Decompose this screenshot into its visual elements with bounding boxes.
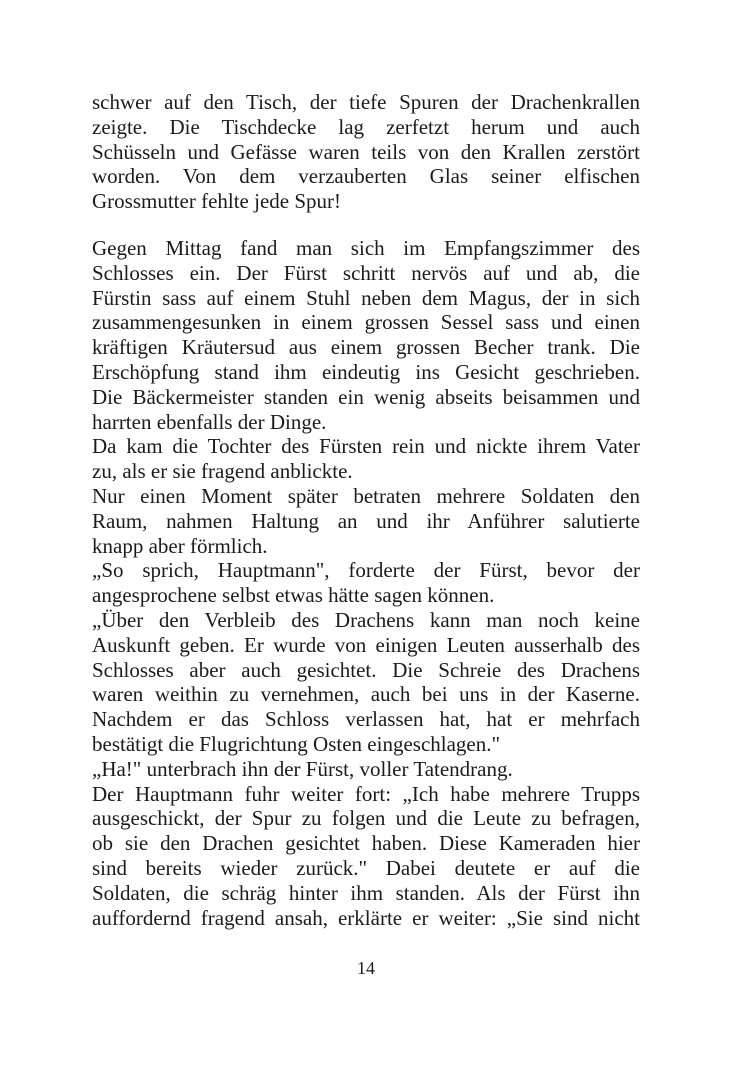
text-line: Nur einen Moment später betraten mehrere Soldaten den — [92, 483, 640, 508]
text-line: zeigte. Die Tischdecke lag zerfetzt herum und auch — [92, 114, 640, 139]
text-line: „Ha!" unterbrach ihn der Fürst, voller Tatendrang. — [92, 756, 513, 781]
text-line: Auskunft geben. Er wurde von einigen Leuten ausserhalb des — [92, 632, 640, 657]
paragraph — [92, 782, 640, 931]
text-line: bestätigt die Flugrichtung Osten eingeschlagen." — [92, 731, 501, 756]
text-line: zusammengesunken in einem grossen Sessel sass und einen — [92, 310, 640, 335]
text-line: Schlosses aber auch gesichtet. Die Schreie des Drachens — [92, 657, 640, 682]
text-line: Grossmutter fehlte jede Spur! — [92, 189, 342, 214]
text-line: Schüsseln und Gefässe waren teils von den Krallen zerstört — [92, 139, 640, 164]
paragraph — [92, 558, 640, 608]
text-line: knapp aber förmlich. — [92, 533, 268, 558]
paragraph — [92, 484, 640, 558]
text-line: angesprochene selbst etwas hätte sagen können. — [92, 583, 495, 608]
text-line: sind bereits wieder zurück." Dabei deutete er auf die — [92, 855, 640, 880]
text-line: schwer auf den Tisch, der tiefe Spuren der Drachenkrallen — [92, 90, 640, 114]
text-line: „Über den Verbleib des Drachens kann man noch keine — [92, 607, 640, 632]
text-line: Schlosses ein. Der Fürst schritt nervös auf und ab, die — [92, 260, 640, 285]
text-line: Nachdem er das Schloss verlassen hat, hat er mehrfach — [92, 707, 640, 732]
text-line: Soldaten, die schräg hinter ihm standen. Als der Fürst ihn — [92, 880, 640, 905]
paragraph — [92, 90, 640, 214]
text-line: ausgeschickt, der Spur zu folgen und die Leute zu befragen, — [92, 806, 640, 831]
text-line: Fürstin sass auf einem Stuhl neben dem Magus, der in sich — [92, 285, 640, 310]
paragraph — [92, 434, 640, 484]
paragraph — [92, 236, 640, 434]
text-line: Raum, nahmen Haltung an und ihr Anführer salutierte — [92, 508, 640, 533]
text-line: waren weithin zu vernehmen, auch bei uns in der Kaserne. — [92, 682, 640, 707]
text-line: Die Bäckermeister standen ein wenig abseits beisammen und — [92, 384, 640, 409]
text-line: auffordernd fragend ansah, erklärte er weiter: „Sie sind nicht — [92, 905, 640, 930]
paragraph — [92, 757, 640, 782]
text-line: Da kam die Tochter des Fürsten rein und nickte ihrem Vater — [92, 434, 640, 459]
text-line: harrten ebenfalls der Dinge. — [92, 409, 327, 434]
text-line: Der Hauptmann fuhr weiter fort: „Ich habe mehrere Trupps — [92, 781, 640, 806]
text-line: „So sprich, Hauptmann", forderte der Fürst, bevor der — [92, 558, 640, 583]
text-block — [92, 90, 640, 930]
text-line: Erschöpfung stand ihm eindeutig ins Gesicht geschrieben. — [92, 359, 640, 384]
paragraph — [92, 608, 640, 757]
text-line: ob sie den Drachen gesichtet haben. Diese Kameraden hier — [92, 831, 640, 856]
text-line: worden. Von dem verzauberten Glas seiner elfischen — [92, 164, 640, 189]
page-number: 14 — [357, 958, 375, 978]
text-line: kräftigen Kräutersud aus einem grossen Becher trank. Die — [92, 335, 640, 360]
text-line: zu, als er sie fragend anblickte. — [92, 459, 353, 484]
text-line: Gegen Mittag fand man sich im Empfangszimmer des — [92, 235, 640, 260]
